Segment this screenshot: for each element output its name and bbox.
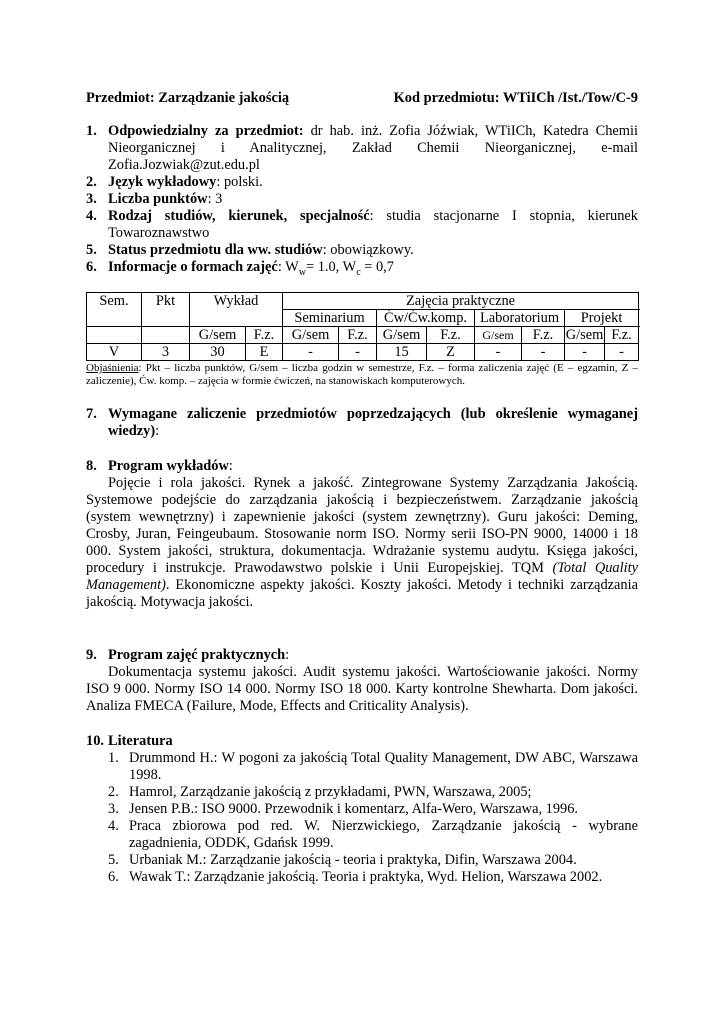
table-cell: - xyxy=(605,344,639,361)
table-cell: - xyxy=(283,344,339,361)
section-literature: 10. Literatura 1. Drummond H.: W pogoni za jakością Total Quality Management, DW ABC, Warszawa 1998. 2. Hamrol, Zarządzanie jakością z przykładami, PWN, Warszawa, 2005; 3. Jensen P.B.: ISO 9000. Przewodnik i komentarz, Alfa-Wero, Warszawa, 1996. 4. Praca zbiorowa pod red. W. Nierzwickiego, Zarządzanie jakością - wybrane zagadnienia, ODDK, Gdańsk 1999. 5. Urbaniak M.: Zarządzanie jakością - teoria i praktyka, Difin, Warszawa 2004. 6. Wawak T.: Zarządzanie jakością. Teoria i praktyka, Wyd. Helion, Warszawa 2002. xyxy=(86,733,638,885)
sub-header-cell: F.z. xyxy=(522,327,565,344)
header-wyklad: Wykład xyxy=(190,293,283,327)
header-zajecia: Zajęcia praktyczne xyxy=(283,293,639,310)
lectures-text: Pojęcie i rola jakości. Rynek a jakość. Zintegrowane Systemy Zarządzania Jakością. Systemowe podejście do zarządzania jakością i bezpieczeństwem. Zarządzanie jakością (system wewnętrzny) i zapewnienie jakości (system zewnętrzny). Guru jakości: Deming, Crosby, Juran, Feingeubaum. Stosowanie norm ISO. Normy serii ISO-PN 9000, 14000 i 18 000. System jakości, struktura, dokumentacja. Wdrażanie systemu audytu. Księga jakości, procedury i instrukcje. Prawodawstwo polskie i Unii Europejskiej. TQM (Total Quality Management). Ekonomiczne aspekty jakości. Koszty jakości. Metody i techniki zarządzania jakością. Motywacja jakości. xyxy=(86,475,638,610)
section-title: Program wykładów xyxy=(108,458,229,474)
header-sem: Sem. xyxy=(87,293,142,327)
list-item: 3. Jensen P.B.: ISO 9000. Przewodnik i komentarz, Alfa-Wero, Warszawa, 1996. xyxy=(108,801,579,817)
header-cw: Ćw/Ćw.komp. xyxy=(377,310,475,327)
hours-table xyxy=(86,292,639,361)
table-cell: - xyxy=(475,344,522,361)
table-row xyxy=(87,344,639,361)
table-cell: 3 xyxy=(142,344,190,361)
sub-header-cell: F.z. xyxy=(339,327,377,344)
table-cell: E xyxy=(246,344,283,361)
literature-list xyxy=(86,750,638,886)
section-prerequisites: 7. Wymagane zaliczenie przedmiotów poprzedzających (lub określenie wymaganej wiedzy): xyxy=(86,406,638,439)
course-info-list xyxy=(86,123,638,276)
sub-header-cell: G/sem xyxy=(190,327,246,344)
list-item: 2. Hamrol, Zarządzanie jakością z przykładami, PWN, Warszawa, 2005; xyxy=(108,784,532,800)
table-note: Objaśnienia: Pkt – liczba punktów, G/sem – liczba godzin w semestrze, F.z. – forma zaliczenia zajęć (E – egzamin, Z – zaliczenie), Ćw. komp. – zajęcia w formie ćwiczeń, na stanowiskach komputerowych. xyxy=(86,362,638,387)
header-seminarium: Seminarium xyxy=(283,310,377,327)
sub-header-cell: G/sem xyxy=(377,327,427,344)
sub-header-cell: G/sem xyxy=(565,327,604,343)
table-cell: 15 xyxy=(377,344,427,361)
list-item: 4. Praca zbiorowa pod red. W. Nierzwickiego, Zarządzanie jakością - wybrane zagadnienia, ODDK, Gdańsk 1999. xyxy=(108,818,638,851)
sub-header-cell: G/sem xyxy=(283,327,339,344)
practical-text: Dokumentacja systemu jakości. Audit systemu jakości. Wartościowanie jakości. Normy ISO 9 000. Normy ISO 14 000. Normy ISO 18 000. Karty kontrolne Shewharta. Dom jakości. Analiza FMECA (Failure, Mode, Effects and Criticality Analysis). xyxy=(86,664,638,714)
info-item-responsible: 1. Odpowiedzialny za przedmiot: dr hab. inż. Zofia Jóźwiak, WTiICh, Katedra Chemii Nieorganicznej i Analitycznej, Zakład Chemii Nieorganicznej, e-mail Zofia.Jozwiak@zut.edu.pl xyxy=(86,123,638,173)
section-title: Program zajęć praktycznych xyxy=(108,647,286,663)
sub-header-cell: F.z. xyxy=(427,327,475,344)
list-item: 6. Wawak T.: Zarządzanie jakością. Teoria i praktyka, Wyd. Helion, Warszawa 2002. xyxy=(108,869,603,885)
table-cell: - xyxy=(339,344,377,361)
table-cell: - xyxy=(522,344,565,361)
table-cell: - xyxy=(565,344,605,361)
subject-code: Kod przedmiotu: WTiICh /Ist./Tow/C-9 xyxy=(393,90,638,106)
info-item-language: 2. Język wykładowy: polski. xyxy=(86,174,263,190)
table-cell: V xyxy=(87,344,142,361)
header-pkt: Pkt xyxy=(142,293,190,327)
sub-header-cell: G/sem xyxy=(475,327,522,344)
subject-title: Przedmiot: Zarządzanie jakością xyxy=(86,90,290,106)
sub-header-cell: F.z. xyxy=(605,327,639,344)
info-item-status: 5. Status przedmiotu dla ww. studiów: obowiązkowy. xyxy=(86,242,414,258)
info-item-forms: 6. Informacje o formach zajęć: $W_w= 1.0$, $W_c = 0,7$ xyxy=(86,259,394,278)
section-lectures: 8. Program wykładów: Pojęcie i rola jakości. Rynek a jakość. Zintegrowane Systemy Zarządzania Jakością. Systemowe podejście do zarządzania jakością i bezpieczeństwem. Zarządzanie jakością (system wewnętrzny) i zapewnienie jakości (system zewnętrzny). Guru jakości: Deming, Crosby, Juran, Feingeubaum. Stosowanie norm ISO. Normy serii ISO-PN 9000, 14000 i 18 000. System jakości, struktura, dokumentacja. Wdrażanie systemu audytu. Księga jakości, procedury i instrukcje. Prawodawstwo polskie i Unii Europejskiej. TQM (Total Quality Management). Ekonomiczne aspekty jakości. Koszty jakości. Metody i techniki zarządzania jakością. Motywacja jakości. xyxy=(86,458,638,610)
document-page xyxy=(86,90,638,886)
sub-header-cell: F.z. xyxy=(246,327,283,344)
table-cell: 30 xyxy=(190,344,246,361)
info-item-study-type: 4. Rodzaj studiów, kierunek, specjalność: studia stacjonarne I stopnia, kierunek Towaroznawstwo xyxy=(86,208,638,241)
document-header xyxy=(86,90,638,107)
header-lab: Laboratorium xyxy=(475,310,565,327)
header-projekt: Projekt xyxy=(565,310,639,327)
info-item-points: 3. Liczba punktów: 3 xyxy=(86,191,223,207)
list-item: 1. Drummond H.: W pogoni za jakością Total Quality Management, DW ABC, Warszawa 1998. xyxy=(108,750,638,783)
table-cell: Z xyxy=(427,344,475,361)
section-title: Wymagane zaliczenie przedmiotów poprzedzających (lub określenie wymaganej wiedzy) xyxy=(108,406,638,439)
section-practical: 9. Program zajęć praktycznych: Dokumentacja systemu jakości. Audit systemu jakości. Wartościowanie jakości. Normy ISO 9 000. Normy ISO 14 000. Normy ISO 18 000. Karty kontrolne Shewharta. Dom jakości. Analiza FMECA (Failure, Mode, Effects and Criticality Analysis). xyxy=(86,647,638,714)
list-item: 5. Urbaniak M.: Zarządzanie jakością - teoria i praktyka, Difin, Warszawa 2004. xyxy=(108,852,577,868)
section-title: Literatura xyxy=(108,733,173,749)
